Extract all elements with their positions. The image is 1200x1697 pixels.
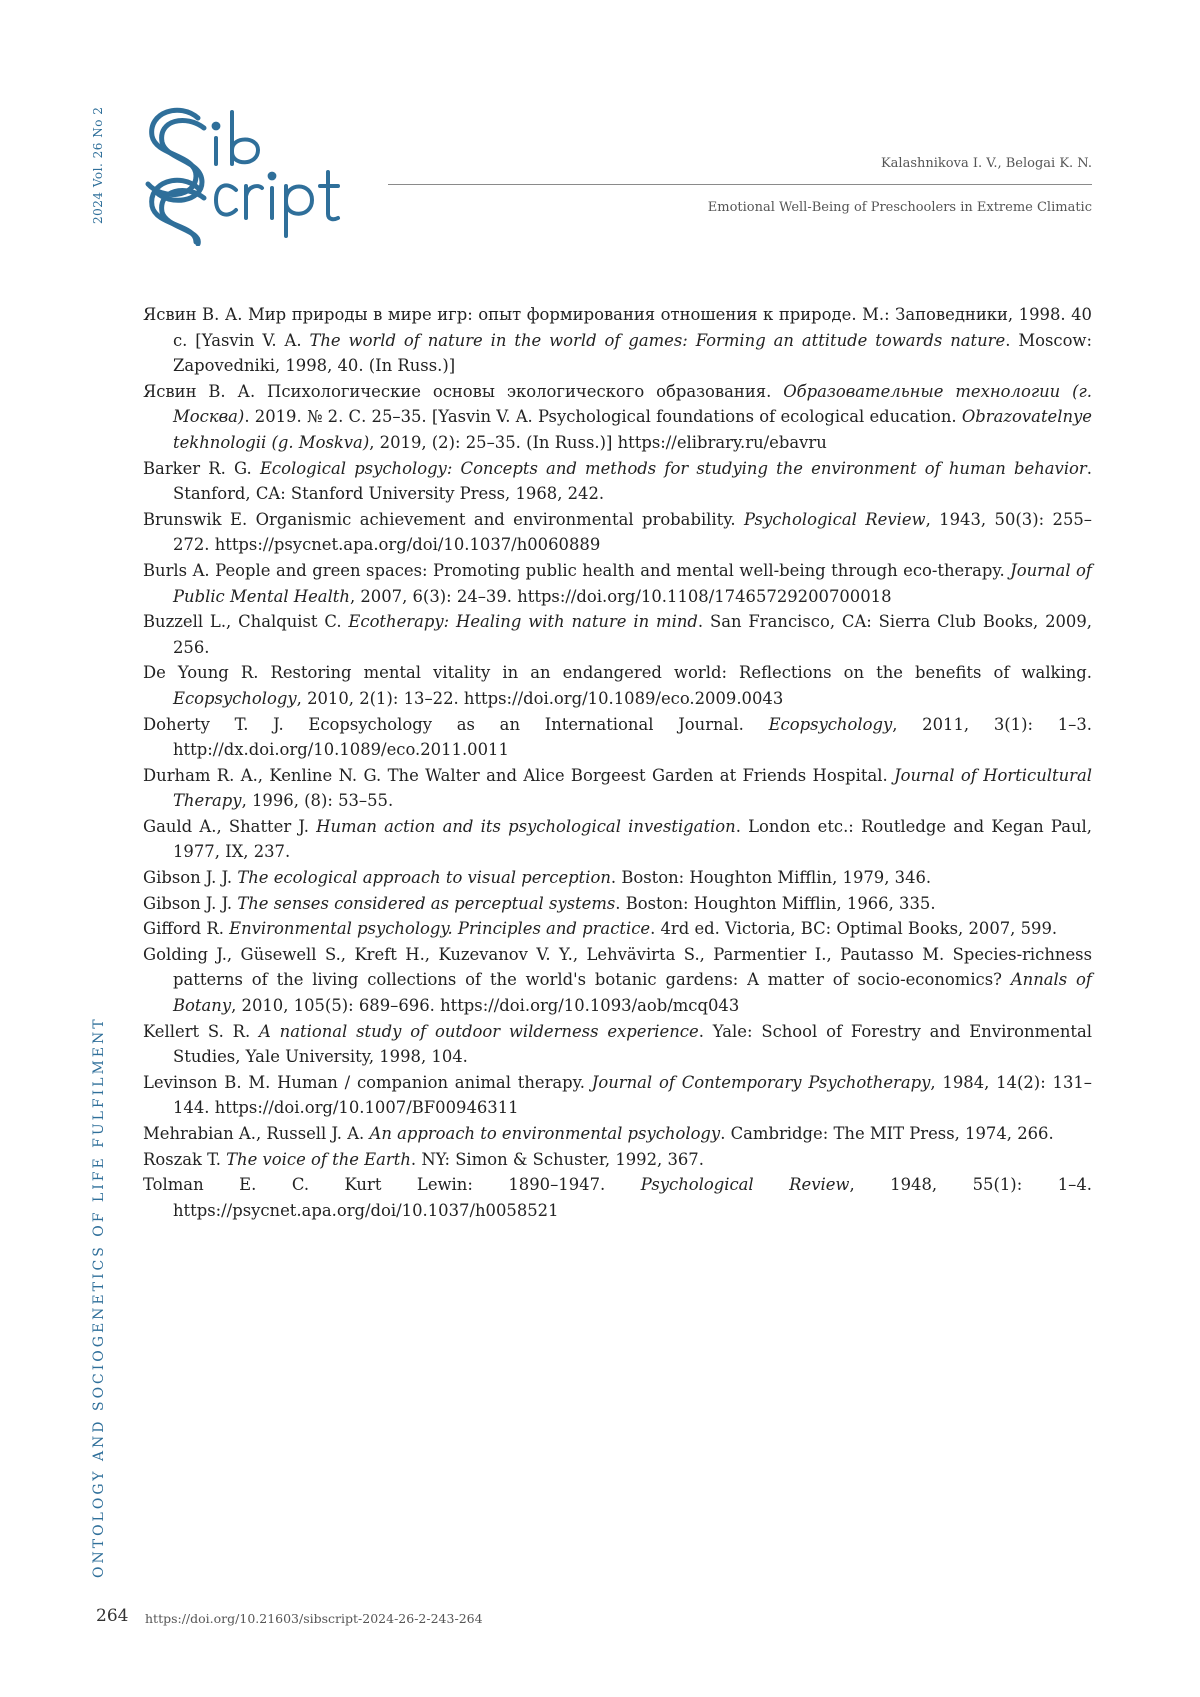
header-divider <box>388 184 1092 185</box>
reference-text: Ясвин В. А. Мир природы в мире игр: опыт формирования отношения к природе. М.: Заповедники, 1998. 40 с. [Yasvin V. A. <box>143 305 1092 350</box>
reference-text: Brunswik E. Organismic achievement and environmental probability. <box>143 509 744 529</box>
reference-text: Mehrabian A., Russell J. A. <box>143 1124 370 1143</box>
reference-title: A national study of outdoor wilderness experience <box>259 1021 699 1041</box>
reference-text: . Cambridge: The MIT Press, 1974, 266. <box>720 1124 1054 1143</box>
reference-text: , 1984, 14(2): 131–144. https://doi.org/10.1007/BF00946311 <box>173 1072 1092 1118</box>
reference-text: , 2019, (2): 25–35. (In Russ.)] https://elibrary.ru/ebavru <box>369 432 827 452</box>
footer-doi[interactable]: https://doi.org/10.21603/sibscript-2024-26-2-243-264 <box>145 1611 483 1626</box>
reference-title: Environmental psychology. Principles and practice <box>229 919 651 939</box>
reference-item <box>143 507 1092 558</box>
reference-title: Obrazovatelnye tekhnologii (g. Moskva) <box>173 407 1092 452</box>
reference-item <box>143 1070 1092 1121</box>
reference-item <box>143 456 1092 507</box>
reference-text: Gauld A., Shatter J. <box>143 816 317 836</box>
reference-item <box>143 891 1092 917</box>
reference-item <box>143 1121 1092 1147</box>
header-running-title: Emotional Well-Being of Preschoolers in Extreme Climatic <box>707 200 1092 215</box>
reference-title: Human action and its psychological investigation <box>316 816 736 836</box>
header-authors: Kalashnikova I. V., Belogai K. N. <box>880 156 1092 171</box>
reference-title: The voice of the Earth <box>226 1149 411 1169</box>
reference-title: Journal of Horticultural Therapy <box>173 765 1092 811</box>
sibscript-logo <box>140 104 368 246</box>
reference-item <box>143 942 1092 1019</box>
reference-text: Gifford R. <box>143 919 230 939</box>
reference-text: , 2007, 6(3): 24–39. https://doi.org/10.1108/17465729200700018 <box>349 586 892 606</box>
reference-text: . 4rd ed. Victoria, BC: Optimal Books, 2007, 599. <box>650 919 1058 939</box>
reference-text: , 2010, 105(5): 689–696. https://doi.org/10.1093/aob/mcq043 <box>231 996 740 1016</box>
volume-label: 2024 Vol. 26 No 2 <box>91 106 105 224</box>
reference-item <box>143 1147 1092 1173</box>
reference-text: , 2010, 2(1): 13–22. https://doi.org/10.1089/eco.2009.0043 <box>296 688 784 708</box>
reference-text: , 1996, (8): 53–55. <box>241 791 394 811</box>
reference-item <box>143 1019 1092 1070</box>
reference-text: Buzzell L., Chalquist C. <box>143 612 349 632</box>
reference-item <box>143 302 1092 379</box>
reference-text: . Boston: Houghton Mifflin, 1979, 346. <box>610 868 932 888</box>
reference-item <box>143 763 1092 814</box>
reference-title: Journal of Contemporary Psychotherapy <box>591 1072 931 1092</box>
reference-title: The world of nature in the world of games: Forming an attitude towards nature <box>309 330 1006 350</box>
reference-item <box>143 558 1092 609</box>
reference-text: Kellert S. R. <box>143 1021 259 1041</box>
reference-text: , 1948, 55(1): 1–4. https://psycnet.apa.org/doi/10.1037/h0058521 <box>173 1175 1093 1220</box>
page-number: 264 <box>96 1606 129 1626</box>
reference-text: De Young R. Restoring mental vitality in an endangered world: Reflections on the benefits of walking. <box>143 663 1092 683</box>
reference-text: Roszak T. <box>143 1149 227 1169</box>
reference-title: The ecological approach to visual perception <box>237 868 611 888</box>
reference-text: , 1943, 50(3): 255–272. https://psycnet.apa.org/doi/10.1037/h0060889 <box>173 509 1093 555</box>
reference-item <box>143 609 1092 660</box>
reference-text: . 2019. № 2. С. 25–35. [Yasvin V. A. Psychological foundations of ecological education. <box>244 407 962 427</box>
reference-text: Tolman E. C. Kurt Lewin: 1890–1947. <box>143 1175 641 1195</box>
reference-title: Ecotherapy: Healing with nature in mind <box>348 612 698 632</box>
reference-title: Psychological Review <box>743 509 926 529</box>
reference-text: . Moscow: Zapovedniki, 1998, 40. (In Russ.)] <box>173 330 1092 376</box>
reference-text: Doherty T. J. Ecopsychology as an International Journal. <box>143 714 769 734</box>
reference-text: Durham R. A., Kenline N. G. The Walter and Alice Borgeest Garden at Friends Hospital. <box>143 765 895 785</box>
reference-title: Образовательные технологии (г. Москва) <box>173 381 1092 427</box>
reference-item <box>143 712 1092 763</box>
section-label: ONTOLOGY AND SOCIOGENETICS OF LIFE FULFILMENT <box>91 1016 107 1578</box>
reference-title: Ecological psychology: Concepts and methods for studying the environment of human behavior <box>259 458 1087 478</box>
reference-item <box>143 379 1092 456</box>
reference-title: Journal of Public Mental Health <box>173 560 1092 606</box>
reference-text: , 2011, 3(1): 1–3. http://dx.doi.org/10.1089/eco.2011.0011 <box>173 714 1092 760</box>
reference-title: Ecopsychology <box>768 714 893 734</box>
reference-item <box>143 660 1092 711</box>
reference-text: . London etc.: Routledge and Kegan Paul, 1977, IX, 237. <box>173 816 1093 862</box>
reference-title: An approach to environmental psychology <box>369 1124 721 1143</box>
reference-text: . Yale: School of Forestry and Environmental Studies, Yale University, 1998, 104. <box>173 1021 1092 1067</box>
reference-text: . Stanford, CA: Stanford University Press, 1968, 242. <box>173 458 1092 504</box>
reference-text: Gibson J. J. <box>143 868 238 888</box>
reference-text: . Boston: Houghton Mifflin, 1966, 335. <box>615 893 936 913</box>
reference-text: . San Francisco, CA: Sierra Club Books, 2009, 256. <box>173 612 1092 657</box>
reference-list <box>143 302 1092 1223</box>
reference-text: Barker R. G. <box>143 458 260 478</box>
reference-title: Psychological Review <box>640 1175 850 1195</box>
reference-text: Gibson J. J. <box>143 893 238 913</box>
reference-title: Annals of Botany <box>173 970 1092 1016</box>
reference-item <box>143 1172 1092 1223</box>
reference-text: Golding J., Güsewell S., Kreft H., Kuzevanov V. Y., Lehvävirta S., Parmentier I., Pautasso M. Species-richness patterns of the living collections of the world's botanic gardens: A matter of socio-economics? <box>143 944 1092 990</box>
reference-text: Levinson B. M. Human / companion animal therapy. <box>143 1072 592 1092</box>
reference-text: . NY: Simon & Schuster, 1992, 367. <box>410 1149 704 1169</box>
reference-title: The senses considered as perceptual systems <box>237 893 616 913</box>
reference-item <box>143 814 1092 865</box>
reference-item <box>143 916 1092 942</box>
reference-item <box>143 865 1092 891</box>
reference-text: Ясвин В. А. Психологические основы экологического образования. <box>143 381 784 401</box>
reference-title: Ecopsychology <box>173 688 297 708</box>
reference-text: Burls A. People and green spaces: Promoting public health and mental well-being through eco-therapy. <box>143 560 1011 580</box>
